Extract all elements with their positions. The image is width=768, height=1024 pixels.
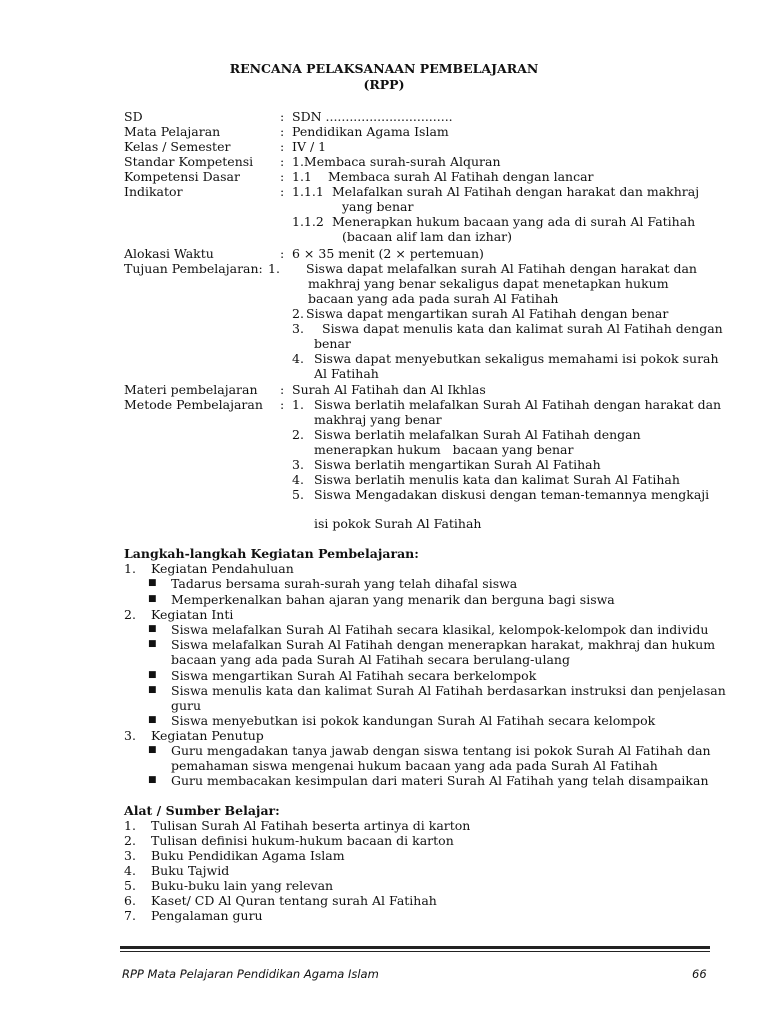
alat-item-number: 3. <box>124 848 136 863</box>
indikator-2-number: 1.1.2 <box>292 214 324 229</box>
bullet-icon: ■ <box>148 715 157 725</box>
footer-rule-thin <box>120 951 710 952</box>
bullet-text: Siswa mengartikan Surah Al Fatihah secara berkelompok <box>171 668 537 683</box>
document-subtitle: (RPP) <box>363 77 405 92</box>
sk-value: 1.Membaca surah-surah Alquran <box>292 154 501 169</box>
alat-item-text: Tulisan Surah Al Fatihah beserta artinya di karton <box>151 818 471 833</box>
materi-label: Materi pembelajaran <box>124 382 258 397</box>
sd-label: SD <box>124 109 143 124</box>
tujuan-1-line: Siswa dapat melafalkan surah Al Fatihah dengan harakat dan <box>306 261 697 276</box>
bullet-icon: ■ <box>148 594 157 604</box>
materi-value: Surah Al Fatihah dan Al Ikhlas <box>292 382 486 397</box>
alat-item-text: Tulisan definisi hukum-hukum bacaan di karton <box>151 833 454 848</box>
document-title: RENCANA PELAKSANAAN PEMBELAJARAN <box>229 61 539 76</box>
alat-item-text: Buku Tajwid <box>151 863 230 878</box>
bullet-text: guru <box>171 698 202 713</box>
indikator-label: Indikator <box>124 184 183 199</box>
metode-label: Metode Pembelajaran <box>124 397 263 412</box>
tujuan-4-line: Siswa dapat menyebutkan sekaligus memahami isi pokok surah <box>314 351 719 366</box>
bullet-icon: ■ <box>148 670 157 680</box>
bullet-text: pemahaman siswa mengenai hukum bacaan yang ada pada Surah Al Fatihah <box>171 758 658 773</box>
inti-title: Kegiatan Inti <box>151 607 234 622</box>
kd-number: 1.1 <box>292 169 312 184</box>
sk-colon: : <box>280 154 285 169</box>
tujuan-1-line: bacaan yang ada pada surah Al Fatihah <box>308 291 559 306</box>
alat-item-number: 2. <box>124 833 136 848</box>
penutup-number: 3. <box>124 728 136 743</box>
bullet-icon: ■ <box>148 578 157 588</box>
bullet-text: Guru membacakan kesimpulan dari materi Surah Al Fatihah yang telah disampaikan <box>171 773 709 788</box>
indikator-1-line: Melafalkan surah Al Fatihah dengan harakat dan makhraj <box>332 184 700 199</box>
bullet-text: Siswa melafalkan Surah Al Fatihah dengan menerapkan harakat, makhraj dan hukum <box>171 637 716 652</box>
metode-5-number: 5. <box>292 487 304 502</box>
metode-5-line: isi pokok Surah Al Fatihah <box>314 516 482 531</box>
kd-label: Kompetensi Dasar <box>124 169 240 184</box>
tujuan-1-line: makhraj yang benar sekaligus dapat menetapkan hukum <box>308 276 669 291</box>
metode-1-line: makhraj yang benar <box>314 412 442 427</box>
bullet-text: Siswa menyebutkan isi pokok kandungan Surah Al Fatihah secara kelompok <box>171 713 656 728</box>
metode-4-number: 4. <box>292 472 304 487</box>
kelas-value: IV / 1 <box>292 139 327 154</box>
tujuan-3-line: Siswa dapat menulis kata dan kalimat surah Al Fatihah dengan <box>322 321 723 336</box>
langkah-heading: Langkah-langkah Kegiatan Pembelajaran: <box>124 546 419 561</box>
tujuan-3-number: 3. <box>292 321 304 336</box>
penutup-title: Kegiatan Penutup <box>151 728 264 743</box>
bullet-text: Tadarus bersama surah-surah yang telah dihafal siswa <box>171 576 518 591</box>
mapel-value: Pendidikan Agama Islam <box>292 124 449 139</box>
sd-value: SDN ................................ <box>292 109 453 124</box>
alat-item-number: 6. <box>124 893 136 908</box>
tujuan-1-number: 1. <box>268 261 280 276</box>
kelas-colon: : <box>280 139 285 154</box>
alat-item-text: Buku Pendidikan Agama Islam <box>151 848 345 863</box>
tujuan-label: Tujuan Pembelajaran: <box>124 261 263 276</box>
alat-item-text: Buku-buku lain yang relevan <box>151 878 334 893</box>
bullet-text: bacaan yang ada pada Surah Al Fatihah secara berulang-ulang <box>171 652 570 667</box>
kelas-label: Kelas / Semester <box>124 139 231 154</box>
kd-colon: : <box>280 169 285 184</box>
alokasi-value: 6 × 35 menit (2 × pertemuan) <box>292 246 484 261</box>
bullet-icon: ■ <box>148 775 157 785</box>
bullet-icon: ■ <box>148 639 157 649</box>
alat-item-number: 5. <box>124 878 136 893</box>
metode-2-line: Siswa berlatih melafalkan Surah Al Fatihah dengan <box>314 427 641 442</box>
metode-3-line: Siswa berlatih mengartikan Surah Al Fatihah <box>314 457 601 472</box>
tujuan-4-line: Al Fatihah <box>314 366 379 381</box>
alokasi-label: Alokasi Waktu <box>124 246 214 261</box>
indikator-2-line: Menerapkan hukum bacaan yang ada di surah Al Fatihah <box>332 214 696 229</box>
mapel-label: Mata Pelajaran <box>124 124 221 139</box>
alat-item-number: 1. <box>124 818 136 833</box>
tujuan-2-number: 2. <box>292 306 304 321</box>
bullet-text: Memperkenalkan bahan ajaran yang menarik dan berguna bagi siswa <box>171 592 615 607</box>
bullet-text: Guru mengadakan tanya jawab dengan siswa tentang isi pokok Surah Al Fatihah dan <box>171 743 711 758</box>
materi-colon: : <box>280 382 285 397</box>
footer-title: RPP Mata Pelajaran Pendidikan Agama Islam <box>122 967 379 981</box>
footer-rule-thick <box>120 946 710 949</box>
bullet-icon: ■ <box>148 685 157 695</box>
metode-3-number: 3. <box>292 457 304 472</box>
indikator-1-line: yang benar <box>342 199 414 214</box>
indikator-1-number: 1.1.1 <box>292 184 324 199</box>
indikator-2-line: (bacaan alif lam dan izhar) <box>342 229 513 244</box>
alat-item-text: Pengalaman guru <box>151 908 263 923</box>
metode-1-line: Siswa berlatih melafalkan Surah Al Fatihah dengan harakat dan <box>314 397 722 412</box>
alokasi-colon: : <box>280 246 285 261</box>
bullet-icon: ■ <box>148 624 157 634</box>
alat-item-text: Kaset/ CD Al Quran tentang surah Al Fatihah <box>151 893 437 908</box>
alat-item-number: 4. <box>124 863 136 878</box>
metode-2-number: 2. <box>292 427 304 442</box>
sd-colon: : <box>280 109 285 124</box>
indikator-colon: : <box>280 184 285 199</box>
sk-label: Standar Kompetensi <box>124 154 254 169</box>
mapel-colon: : <box>280 124 285 139</box>
metode-2-line: menerapkan hukum bacaan yang benar <box>314 442 574 457</box>
pendahuluan-title: Kegiatan Pendahuluan <box>151 561 294 576</box>
tujuan-3-line: benar <box>314 336 351 351</box>
page-number: 66 <box>692 967 707 981</box>
bullet-text: Siswa melafalkan Surah Al Fatihah secara klasikal, kelompok-kelompok dan individu <box>171 622 709 637</box>
metode-colon: : <box>280 397 285 412</box>
tujuan-2-line: Siswa dapat mengartikan surah Al Fatihah dengan benar <box>306 306 669 321</box>
kd-value: Membaca surah Al Fatihah dengan lancar <box>328 169 594 184</box>
alat-item-number: 7. <box>124 908 136 923</box>
bullet-icon: ■ <box>148 745 157 755</box>
alat-heading: Alat / Sumber Belajar: <box>124 803 280 818</box>
pendahuluan-number: 1. <box>124 561 136 576</box>
metode-4-line: Siswa berlatih menulis kata dan kalimat Surah Al Fatihah <box>314 472 680 487</box>
metode-1-number: 1. <box>292 397 304 412</box>
inti-number: 2. <box>124 607 136 622</box>
tujuan-4-number: 4. <box>292 351 304 366</box>
metode-5-line: Siswa Mengadakan diskusi dengan teman-temannya mengkaji <box>314 487 710 502</box>
bullet-text: Siswa menulis kata dan kalimat Surah Al Fatihah berdasarkan instruksi dan penjelasan <box>171 683 726 698</box>
